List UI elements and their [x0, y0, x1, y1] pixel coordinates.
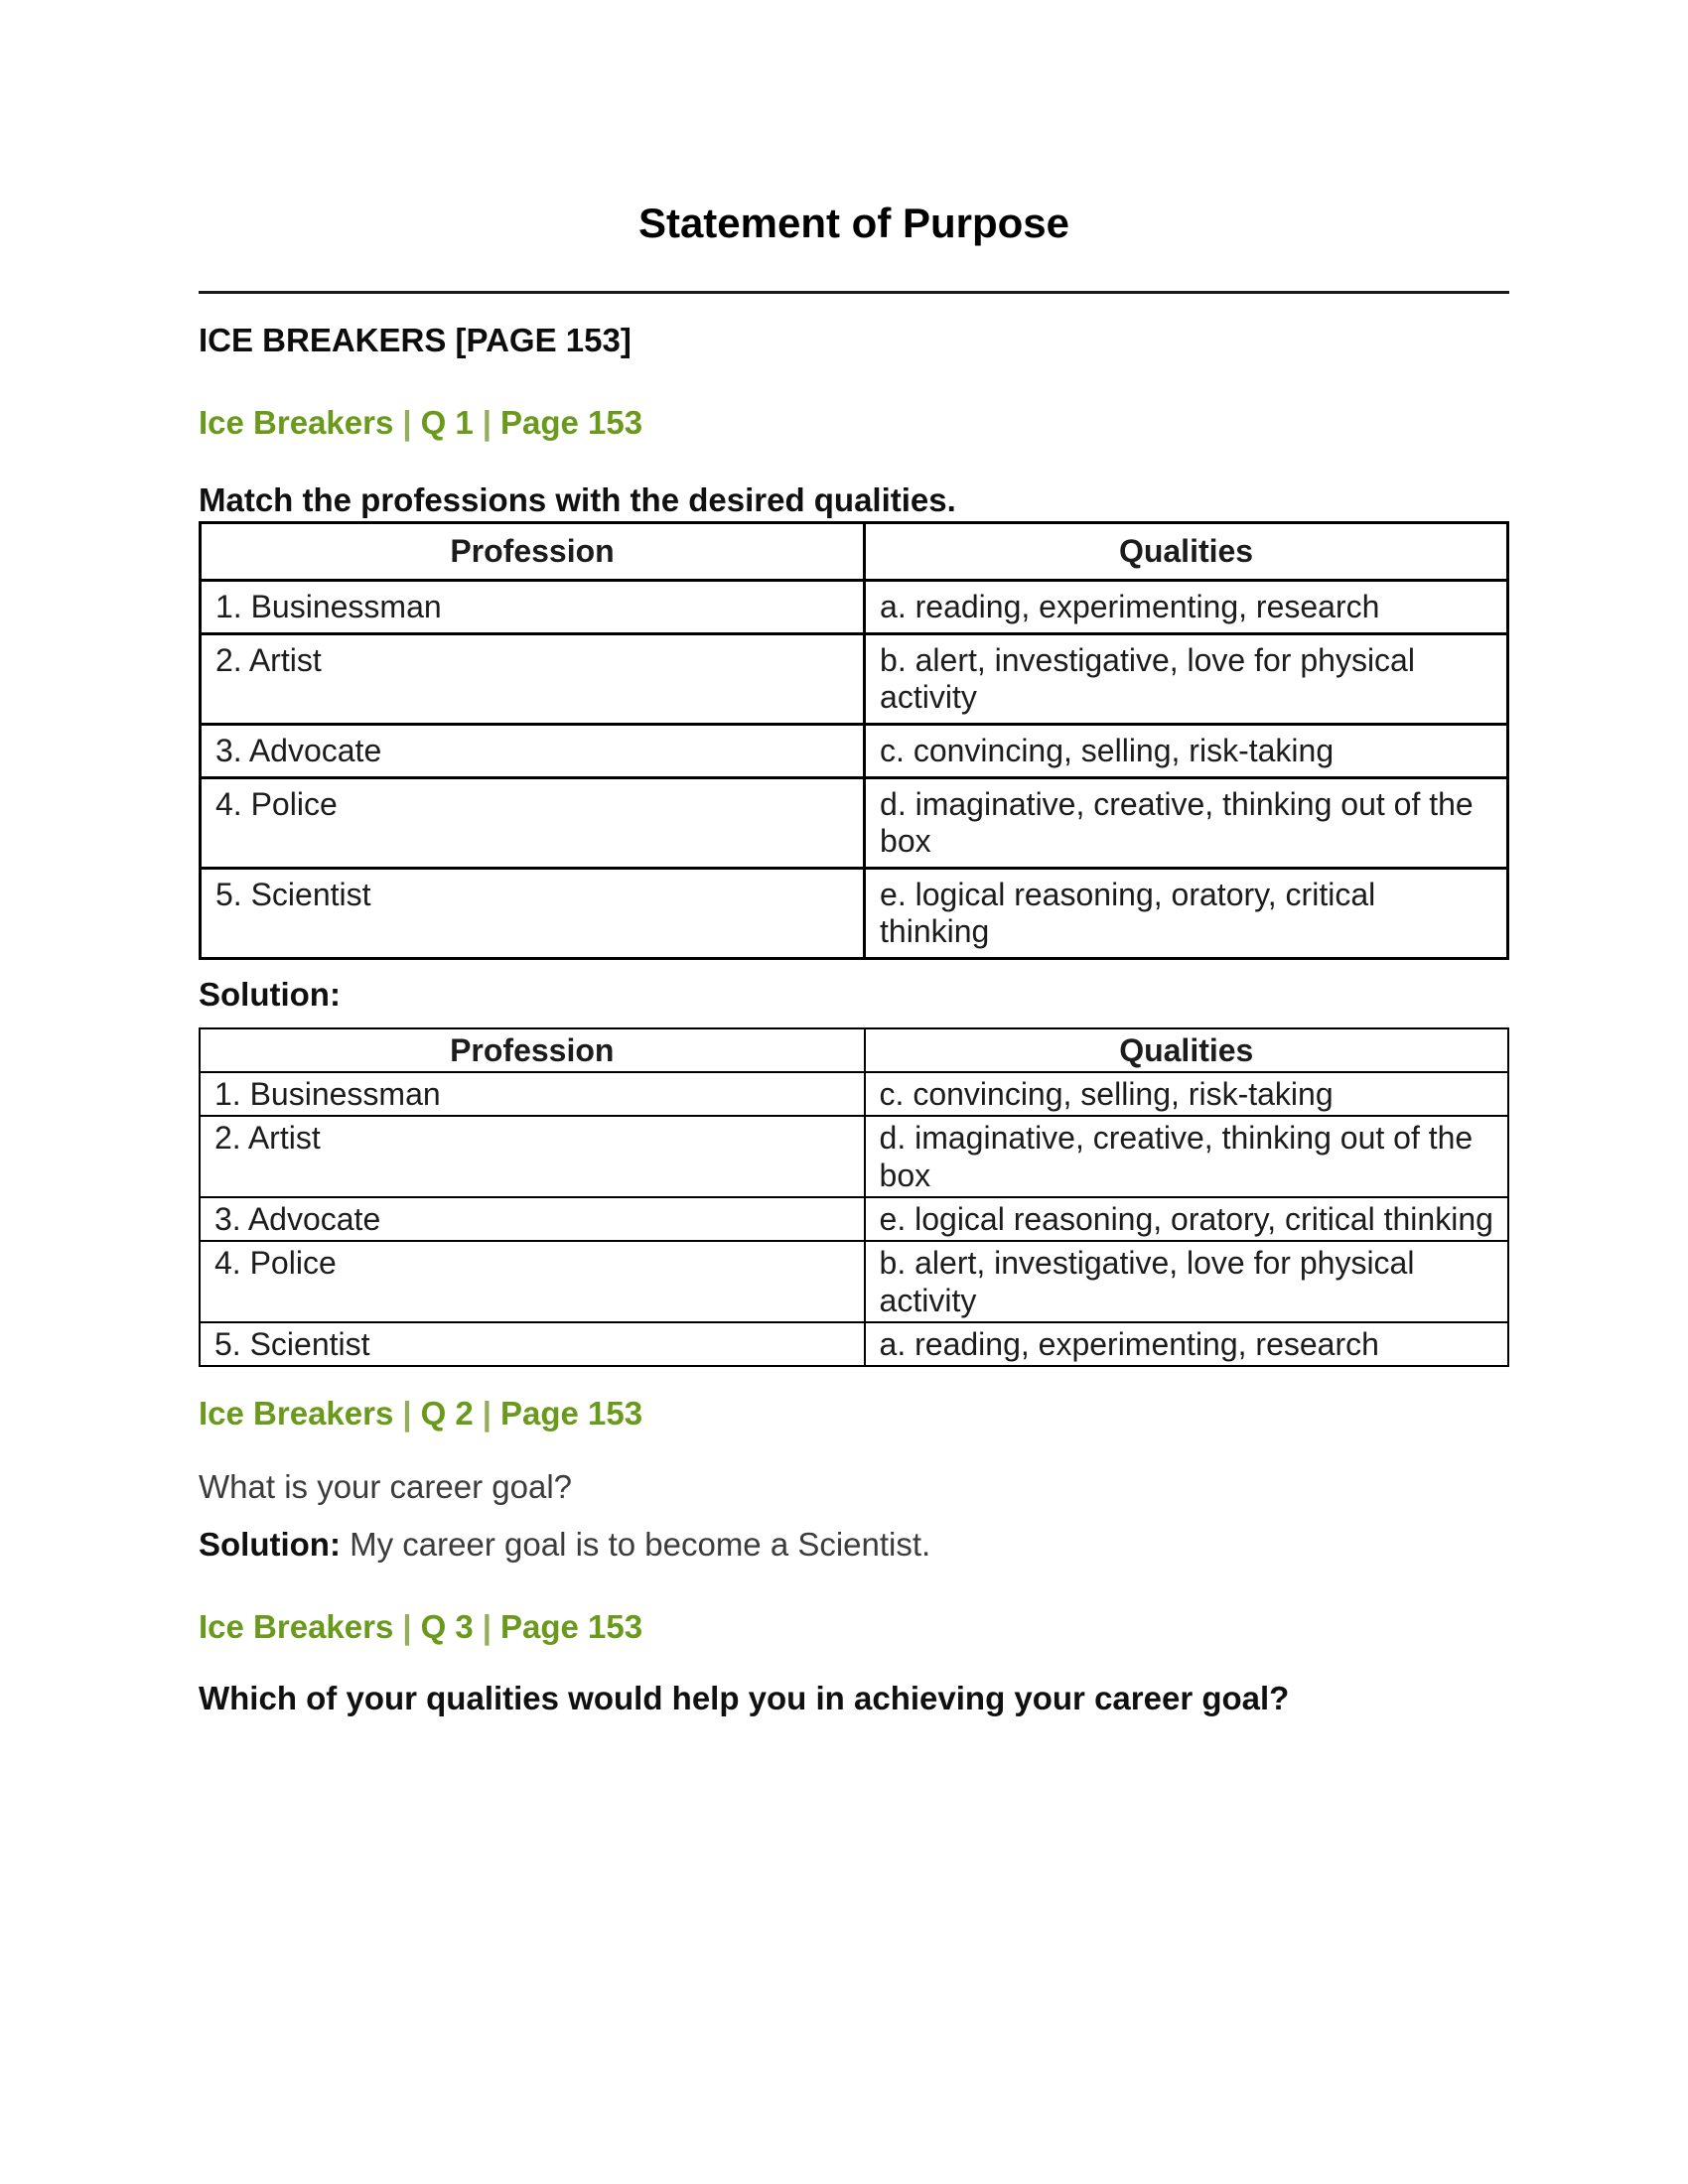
- q1-solution-table: [199, 1027, 1509, 1367]
- heading-separator: |: [402, 1395, 412, 1433]
- profession-cell: 3. Advocate: [200, 1197, 865, 1241]
- profession-column-header: Profession: [201, 523, 865, 581]
- q1-heading-part-3: Page 153: [500, 404, 643, 442]
- table-row: [200, 1116, 1508, 1197]
- title-divider: [199, 291, 1509, 294]
- heading-separator: |: [402, 1607, 412, 1645]
- profession-cell: 3. Advocate: [201, 725, 865, 778]
- q2-heading-part-1: Ice Breakers: [199, 1395, 394, 1433]
- profession-cell: 4. Police: [201, 778, 865, 869]
- qualities-cell: c. convincing, selling, risk-taking: [865, 725, 1508, 778]
- qualities-cell: b. alert, investigative, love for physical activity: [865, 1241, 1508, 1322]
- q3-heading-part-1: Ice Breakers: [199, 1607, 394, 1645]
- profession-cell: 1. Businessman: [201, 581, 865, 634]
- table-row: [200, 1072, 1508, 1116]
- table-header-row: [201, 523, 1508, 581]
- q2-heading-part-2: Q 2: [420, 1395, 474, 1433]
- qualities-column-header: Qualities: [865, 1028, 1508, 1072]
- q1-heading-part-2: Q 1: [420, 404, 474, 442]
- page-title: Statement of Purpose: [637, 200, 1070, 246]
- qualities-cell: d. imaginative, creative, thinking out of the box: [865, 778, 1508, 869]
- table-header-row: [200, 1028, 1508, 1072]
- qualities-cell: d. imaginative, creative, thinking out of the box: [865, 1116, 1508, 1197]
- qualities-cell: e. logical reasoning, oratory, critical thinking: [865, 869, 1508, 959]
- qualities-column-header: Qualities: [865, 523, 1508, 581]
- heading-separator: |: [482, 1607, 492, 1645]
- table-row: [201, 778, 1508, 869]
- q2-solution-text: My career goal is to become a Scientist.: [350, 1526, 931, 1564]
- profession-cell: 1. Businessman: [200, 1072, 865, 1116]
- table-row: [201, 634, 1508, 725]
- qualities-cell: b. alert, investigative, love for physical activity: [865, 634, 1508, 725]
- q1-heading-part-1: Ice Breakers: [199, 404, 394, 442]
- q3-question: Which of your qualities would help you in achieving your career goal?: [199, 1679, 1290, 1716]
- q1-solution-label: Solution:: [199, 976, 341, 1014]
- table-row: [200, 1322, 1508, 1366]
- section-heading: ICE BREAKERS [PAGE 153]: [199, 322, 632, 359]
- q2-heading: [199, 1395, 1509, 1433]
- profession-cell: 4. Police: [200, 1241, 865, 1322]
- q3-heading-part-3: Page 153: [500, 1607, 643, 1645]
- heading-separator: |: [482, 1395, 492, 1433]
- profession-cell: 5. Scientist: [200, 1322, 865, 1366]
- q1-heading: [199, 404, 1509, 442]
- q2-question: What is your career goal?: [199, 1468, 573, 1506]
- heading-separator: |: [482, 404, 492, 442]
- q3-heading-part-2: Q 3: [420, 1607, 474, 1645]
- profession-column-header: Profession: [200, 1028, 865, 1072]
- table-row: [201, 581, 1508, 634]
- table-row: [200, 1241, 1508, 1322]
- q1-question: Match the professions with the desired qualities.: [199, 481, 956, 519]
- table-row: [201, 725, 1508, 778]
- qualities-cell: a. reading, experimenting, research: [865, 1322, 1508, 1366]
- q1-match-table: [199, 521, 1509, 960]
- profession-cell: 2. Artist: [201, 634, 865, 725]
- q2-heading-part-3: Page 153: [500, 1395, 643, 1433]
- q2-solution: [199, 1526, 1509, 1564]
- qualities-cell: e. logical reasoning, oratory, critical thinking: [865, 1197, 1508, 1241]
- table-row: [201, 869, 1508, 959]
- qualities-cell: c. convincing, selling, risk-taking: [865, 1072, 1508, 1116]
- q2-solution-label: Solution:: [199, 1526, 341, 1564]
- table-row: [200, 1197, 1508, 1241]
- heading-separator: |: [402, 404, 412, 442]
- qualities-cell: a. reading, experimenting, research: [865, 581, 1508, 634]
- profession-cell: 5. Scientist: [201, 869, 865, 959]
- profession-cell: 2. Artist: [200, 1116, 865, 1197]
- q3-heading: [199, 1608, 1509, 1646]
